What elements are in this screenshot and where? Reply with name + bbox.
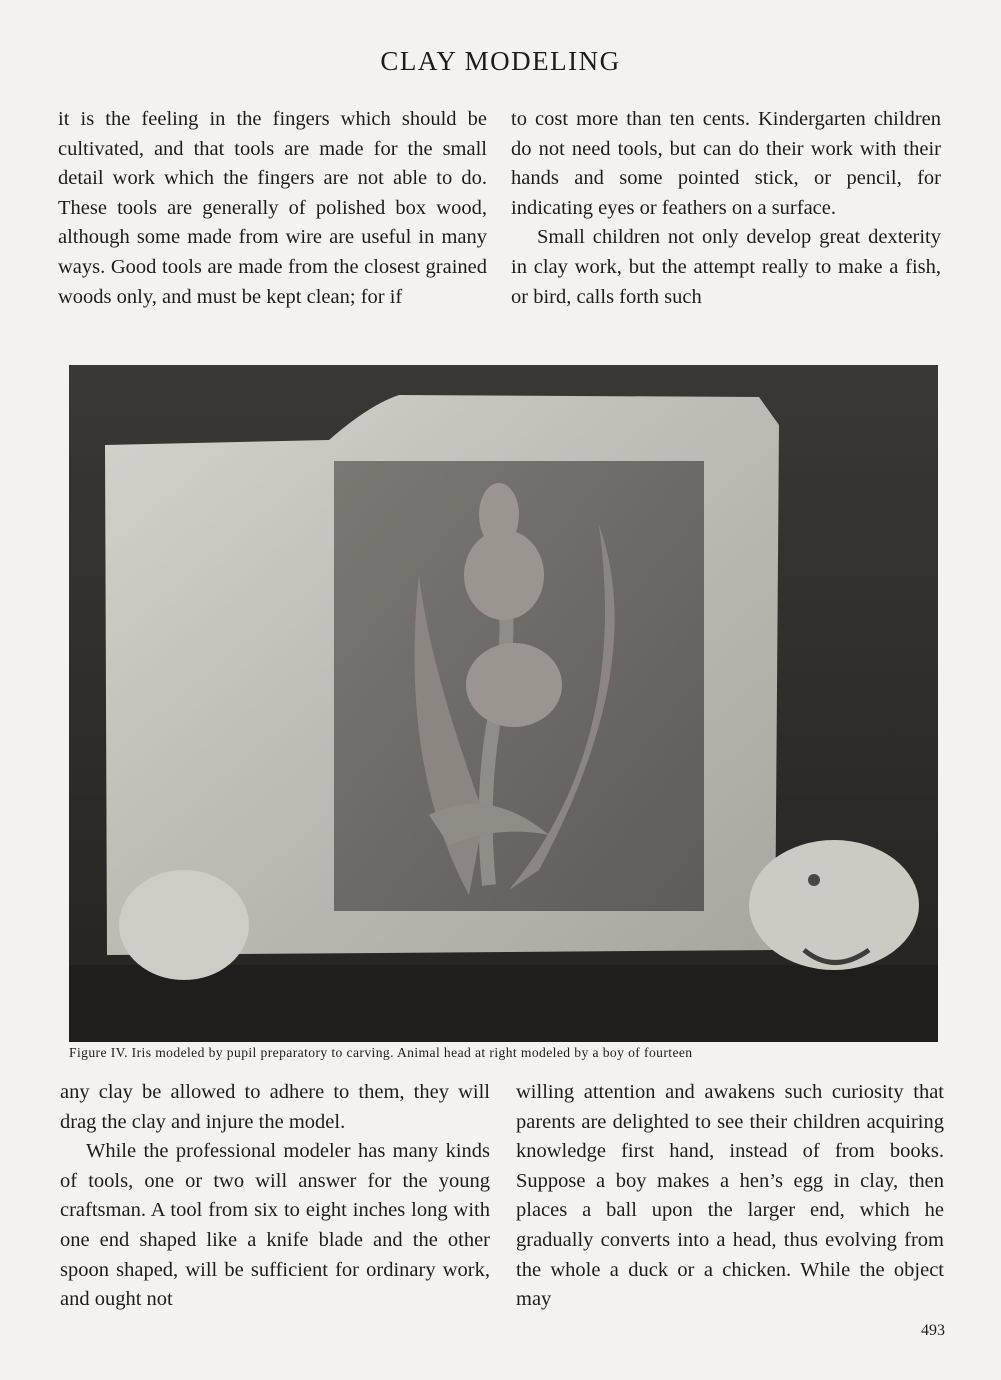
paragraph: While the professional modeler has many kinds of tools, one or two will answer for the young craftsman. A tool from six to eight inches long with one end shaped like a knife blade and the other spoon shaped, will be sufficient for ordinary work, and ought not <box>60 1140 490 1311</box>
iris-relief-illustration <box>69 365 938 1042</box>
text-column-bottom-right <box>516 1078 944 1315</box>
text-column-top-right <box>511 105 941 312</box>
text-column-top-left <box>58 105 487 312</box>
figure-caption: Figure IV. Iris modeled by pupil preparatory to carving. Animal head at right modeled by a boy of fourteen <box>69 1045 693 1060</box>
animal-eye-right <box>808 874 820 886</box>
animal-head-left <box>119 870 249 980</box>
page-title: CLAY MODELING <box>380 46 621 76</box>
animal-head-right <box>749 840 919 970</box>
paragraph: any clay be allowed to adhere to them, they will drag the clay and injure the model. <box>60 1081 490 1133</box>
paragraph: willing attention and awakens such curiosity that parents are delighted to see their children acquiring knowledge first hand, instead of from books. Suppose a boy makes a hen’s egg in clay, then places a ball upon the larger end, which he gradually converts into a head, thus evolving from the whole a duck or a chicken. While the object may <box>516 1081 944 1311</box>
figure-photo <box>69 365 938 1042</box>
iris-bud <box>479 483 519 547</box>
paragraph: to cost more than ten cents. Kindergarten children do not need tools, but can do their work with their hands and some pointed stick, or pencil, for indicating eyes or feathers on a surface. <box>511 108 941 219</box>
iris-flower-lower <box>466 643 562 727</box>
page-number: 493 <box>921 1322 945 1339</box>
paragraph: it is the feeling in the fingers which should be cultivated, and that tools are made for the small detail work which the fingers are not able to do. These tools are generally of polished box wood, although some made from wire are useful in many ways. Good tools are made from the closest grained woods only, and must be kept clean; for if <box>58 108 487 308</box>
text-column-bottom-left <box>60 1078 490 1315</box>
paragraph: Small children not only develop great dexterity in clay work, but the attempt really to make a fish, or bird, calls forth such <box>511 226 941 308</box>
